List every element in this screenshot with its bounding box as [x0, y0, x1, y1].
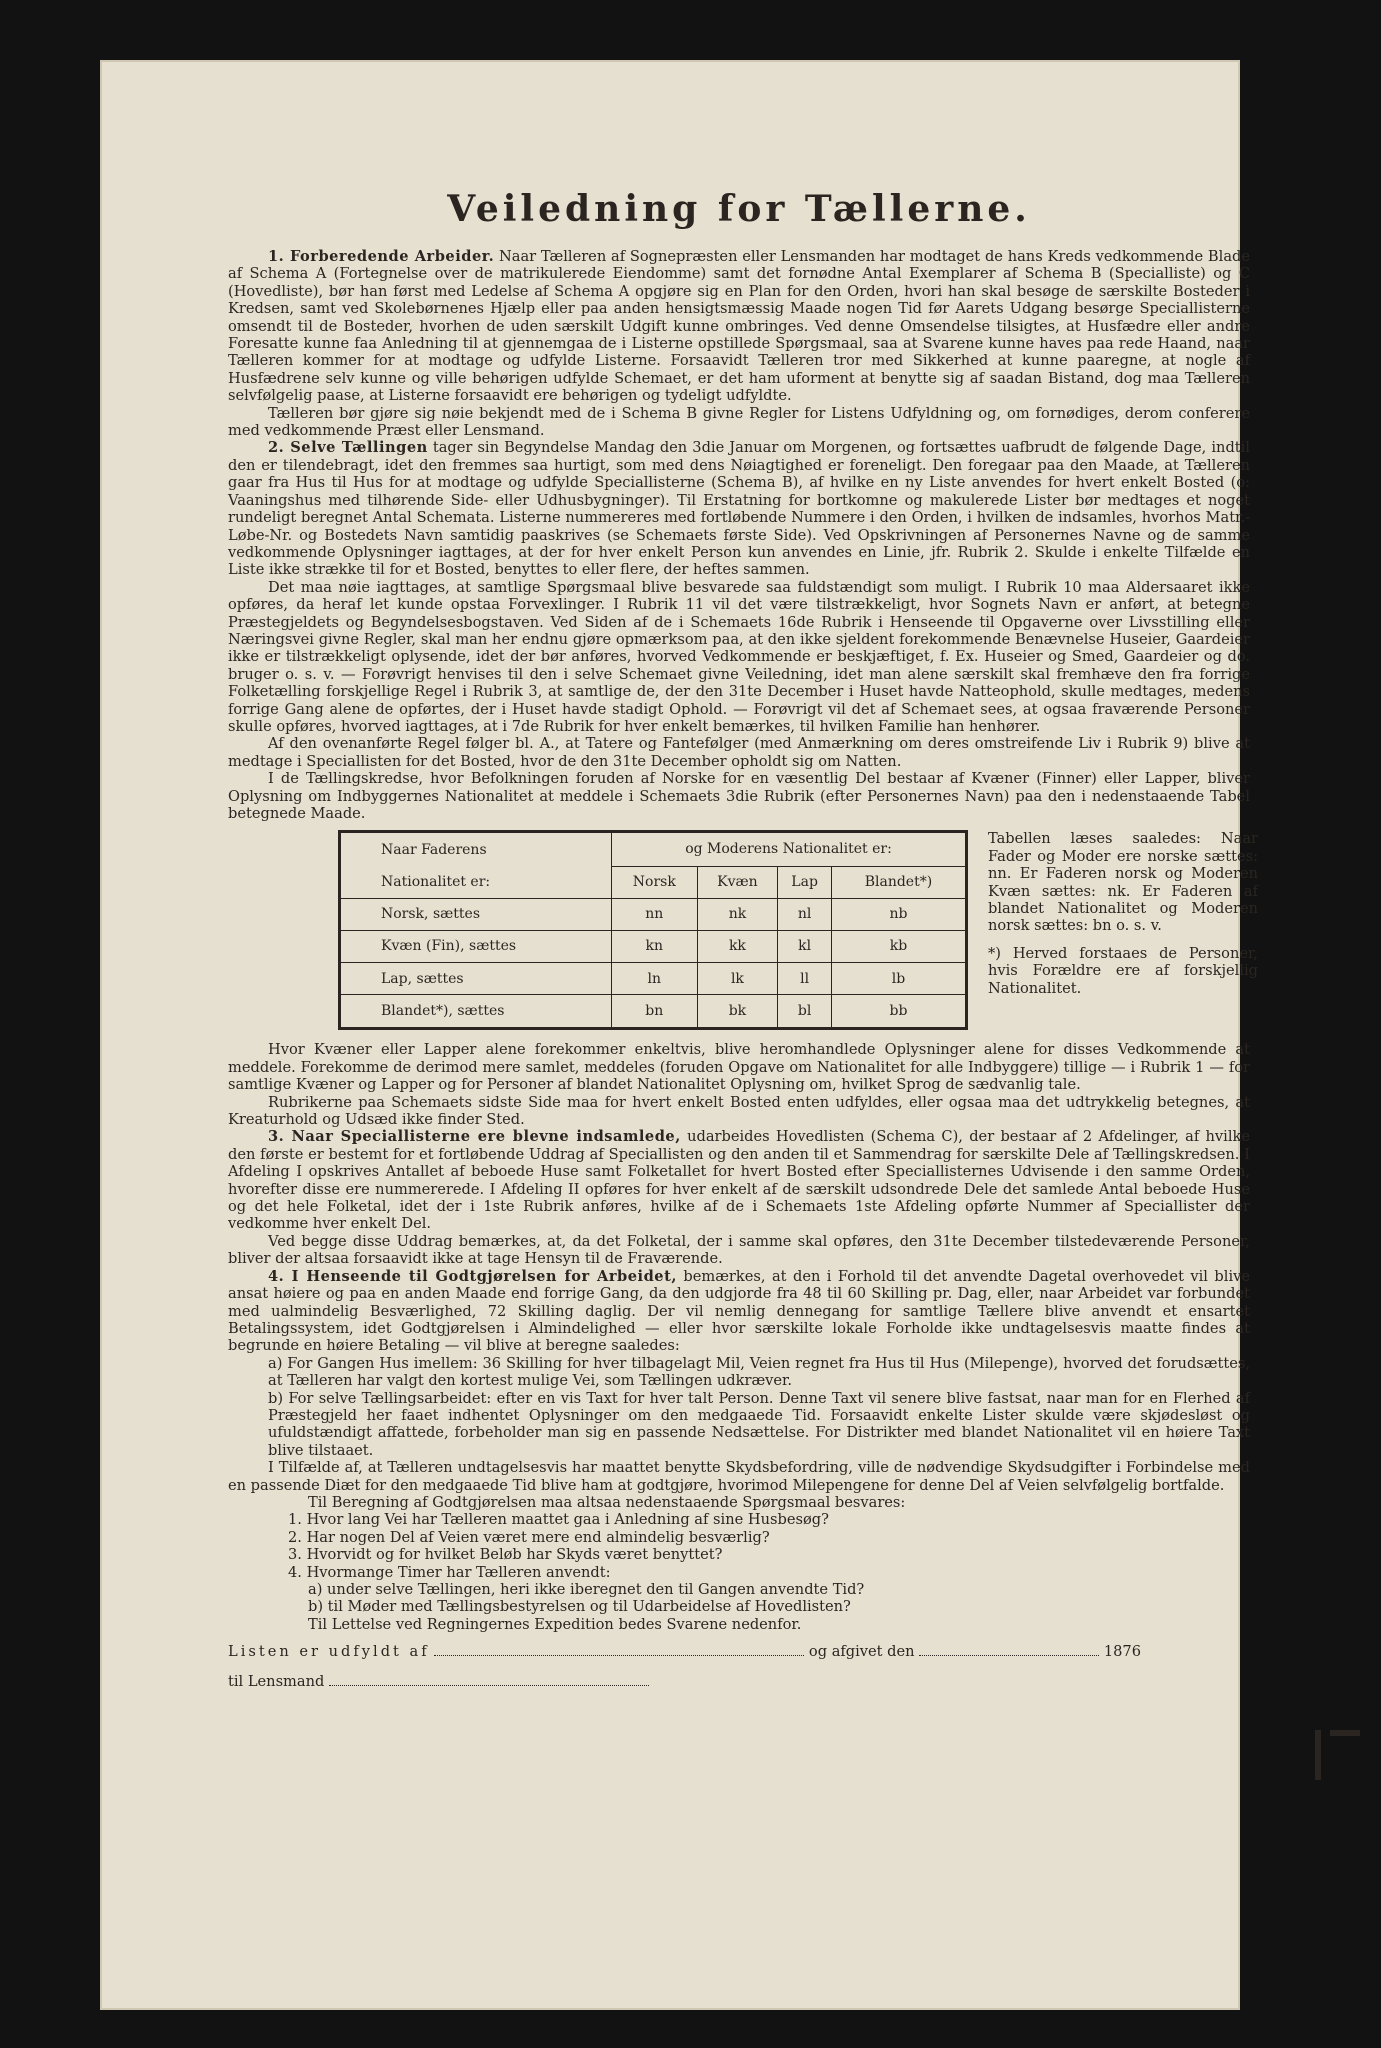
- table-note: [988, 830, 1258, 997]
- table-cell: bl: [778, 995, 832, 1029]
- signature-line-2: [228, 1667, 1250, 1697]
- section-4-paragraph: [228, 1268, 1250, 1355]
- section-4-text: bemærkes, at den i Forhold til det anvendte Dagetal overhovedet vil blive ansat høiere og paa en anden Maade end forrige Gang, da den udgjorde fra 48 til 60 Skilling pr. Dag, eller, naar Arbeidet var forbundet med ualmindelig Besværlighed, 72 Skilling daglig. Der vil nemlig dennegang for samtlige Tællere blive anvendt et ensartet Betalingssystem, idet Godtgjørelsen i Almindelighed — eller hvor særskilte lokale Forholde ikke undtagelsesvis maatte findes at begrunde en høiere Betaling — vil blive at beregne saaledes:: [228, 1267, 1250, 1355]
- section-2-text: tager sin Begyndelse Mandag den 3die Januar om Morgenen, og fortsættes uafbrudt de følgende Dage, indtil den er tilendebragt, idet den fremmes saa hurtigt, som med dens Nøiagtighed er foreneligt. Den foregaar paa den Maade, at Tælleren gaar fra Hus til Hus for at modtage og udfylde Speciallisterne (Schema B), af hvilke en ny Liste anvendes for hvert enkelt Bosted (o: Vaaningshus med tilhørende Side- eller Udhusbygninger). Til Erstatning for bortkomne og makulerede Lister bør medtages et noget rundeligt beregnet Antal Schemata. Listerne nummereres med fortløbende Nummere i den Orden, i hvilken de indsamles, hvorhos Matr.-Løbe-Nr. og Bostedets Navn samtidig paaskrives (se Schemaets første Side). Ved Opskrivningen af Personernes Navne og de samme vedkommende Oplysninger iagttages, at der for hver enkelt Person kun anvendes en Linie, jfr. Rubrik 2. Skulde i enkelte Tilfælde en Liste ikke strække til for et Bosted, benyttes to eller flere, der heftes sammen.: [228, 439, 1250, 579]
- table-row: [340, 930, 967, 962]
- question-list: [228, 1511, 1250, 1615]
- table-row: [340, 898, 967, 930]
- after-table-paragraph: Hvor Kvæner eller Lapper alene forekommer enkeltvis, blive heromhandlede Oplysninger alene for disses Vedkommende at meddele. Forekomme de derimod mere samlet, meddeles (foruden Opgave om Nationalitet for alle Indbyggere) tillige — i Rubrik 1 — for samtlige Kvæner og Lapper og for Personer af blandet Nationalitet Oplysning om, hvilket Sprog de sædvanlig tale.: [228, 1041, 1250, 1094]
- section-4-paragraph-4: Til Lettelse ved Regningernes Expedition bedes Svarene nedenfor.: [308, 1615, 802, 1633]
- bleed-mark: [1315, 1730, 1321, 1780]
- row-label: Norsk, sættes: [340, 898, 612, 930]
- table-cell: ll: [778, 963, 832, 995]
- signature-blank-name: [434, 1643, 804, 1656]
- table-cell: nb: [831, 898, 966, 930]
- table-footnote: *) Herved forstaaes de Personer, hvis Forældre ere af forskjellig Nationalitet.: [988, 944, 1258, 997]
- signature-label-filled-by: Listen er udfyldt af: [228, 1643, 430, 1661]
- section-2-paragraph: [228, 439, 1250, 578]
- table-cell: bn: [612, 995, 698, 1029]
- column-header-kvaen: Kvæn: [697, 866, 778, 898]
- column-header-blandet: Blandet*): [831, 866, 966, 898]
- table-cell: kk: [697, 930, 778, 962]
- section-4-item-b: b) For selve Tællingsarbeidet: efter en vis Taxt for hver talt Person. Denne Taxt vil senere blive fastsat, naar man for en Flerhed af Præstegjeld her faaet indhentet Oplysninger om den medgaaede Tid. Forsaavidt enkelte Lister skulde være skjødesløst og ufuldstændigt affattede, forbeholder man sig en passende Nedsættelse. For Distrikter med blandet Nationalitet vil en høiere Taxt blive tilstaaet.: [268, 1389, 1250, 1459]
- section-3-paragraph-2: Ved begge disse Uddrag bemærkes, at, da det Folketal, der i samme skal opføres, den 31te December tilstedeværende Personer, bliver der altsaa forsaavidt ikke at tage Hensyn til de Fraværende.: [228, 1232, 1250, 1268]
- nationality-table-block: [228, 830, 1258, 1035]
- table-note-text: Tabellen læses saaledes: Naar Fader og Moder ere norske sættes: nn. Er Faderen norsk og Moderen Kvæn sættes: nk. Er Faderen af blandet Nationalitet og Moderen norsk sættes: bn o. s. v.: [988, 830, 1258, 935]
- table-cell: ln: [612, 963, 698, 995]
- list-item: 3. Hvorvidt og for hvilket Beløb har Skyds været benyttet?: [288, 1546, 723, 1564]
- section-1-heading: 1. Forberedende Arbeider.: [268, 248, 495, 265]
- table-cell: bb: [831, 995, 966, 1029]
- section-1-text: Naar Tælleren af Sognepræsten eller Lensmanden har modtaget de hans Kreds vedkommende Blade af Schema A (Fortegnelse over de matrikulerede Eiendomme) samt det fornødne Antal Exemplarer af Schema B (Specialliste) og C (Hovedliste), bør han først med Ledelse af Schema A opgjøre sig en Plan for den Orden, hvori han skal besøge de særskilte Bosteder i Kredsen, samt ved Skolebørnenes Hjælp eller paa anden hensigtsmæssig Maade nogen Tid før Aarets Udgang besørge Speciallisterne omsendt til de Bosteder, hvorhen de uden særskilt Udgift kunne ombringes. Ved denne Omsendelse tilsigtes, at Husfædre eller andre Foresatte kunne faa Anledning til at gjennemgaa de i Listerne opstillede Spørgsmaal, saa at Svarene kunne haves paa rede Haand, naar Tælleren kommer for at modtage og udfylde Listerne. Forsaavidt Tælleren tror med Sikkerhed at kunne paaregne, at nogle af Husfædrene selv kunne og ville behørigen udfylde Schemaet, er det ham uforment at benytte sig af saadan Bistand, dog maa Tælleren selvfølgelig paase, at Listerne forsaavidt ere behørigen og tydeligt udfyldte.: [228, 248, 1250, 405]
- section-3-text: udarbeides Hovedlisten (Schema C), der bestaar af 2 Afdelinger, af hvilke den første er bestemt for et fortløbende Uddrag af Speciallisten og den anden til et Sammendrag for særskilte Dele af Tællingskredsen. I Afdeling I opskrives Antallet af beboede Huse samt Folketallet for hvert Bosted efter Speciallisternes Udvisende i den samme Orden, hvorefter disse ere nummererede. I Afdeling II opføres for hver enkelt af de særskilt udsondrede Dele det samlede Antal beboede Huse og det hele Folketal, idet der i 1ste Rubrik anføres, hvilke af de i Schemaets 1ste Afdeling opførte Nummer af Speciallister der vedkomme hver enkelt Del.: [228, 1128, 1250, 1233]
- row-label: Blandet*), sættes: [340, 995, 612, 1029]
- table-cell: lk: [697, 963, 778, 995]
- section-2-paragraph-3: Af den ovenanførte Regel følger bl. A., at Tatere og Fantefølger (med Anmærkning om deres omstreifende Liv i Rubrik 9) blive at medtage i Speciallisten for det Bosted, hvor de den 31te December opholdt sig om Natten.: [228, 735, 1250, 770]
- section-4-heading: 4. I Henseende til Godtgjørelsen for Arbeidet,: [268, 1267, 677, 1285]
- list-item: 2. Har nogen Del af Veien været mere end almindelig besværlig?: [288, 1528, 770, 1546]
- table-corner-top: Naar Faderens: [340, 832, 612, 866]
- table-cell: bk: [697, 995, 778, 1029]
- signature-blank-date: [919, 1643, 1099, 1656]
- section-2-heading: 2. Selve Tællingen: [268, 439, 428, 457]
- section-4-item-a: a) For Gangen Hus imellem: 36 Skilling for hver tilbagelagt Mil, Veien regnet fra Hus til Hus (Milepenge), hvorved det forudsættes, at Tælleren har valgt den kortest mulige Vei, som Tællingen udkræver.: [268, 1354, 1250, 1390]
- section-4-paragraph-3: Til Beregning af Godtgjørelsen maa altsaa nedenstaaende Spørgsmaal besvares:: [308, 1493, 906, 1511]
- list-item: 1. Hvor lang Vei har Tælleren maattet gaa i Anledning af sine Husbesøg?: [288, 1511, 829, 1529]
- table-cell: kb: [831, 930, 966, 962]
- list-item: a) under selve Tællingen, heri ikke iberegnet den til Gangen anvendte Tid?: [308, 1581, 865, 1598]
- table-cell: kl: [778, 930, 832, 962]
- signature-block: [228, 1637, 1250, 1697]
- table-cell: nk: [697, 898, 778, 930]
- list-item: b) til Møder med Tællingsbestyrelsen og til Udarbeidelse af Hovedlisten?: [308, 1598, 851, 1616]
- column-header-norsk: Norsk: [612, 866, 698, 898]
- table-group-header: og Moderens Nationalitet er:: [612, 832, 967, 866]
- nationality-table: [338, 830, 968, 1030]
- row-label: Lap, sættes: [340, 963, 612, 995]
- section-2-paragraph-4: I de Tællingskredse, hvor Befolkningen foruden af Norske for en væsentlig Del bestaar af Kvæner (Finner) eller Lapper, bliver Oplysning om Indbyggernes Nationalitet at meddele i Schemaets 3die Rubrik (efter Personernes Navn) paa den i nedenstaaende Tabel betegnede Maade.: [228, 770, 1250, 822]
- section-3-heading: 3. Naar Speciallisterne ere blevne indsamlede,: [268, 1128, 681, 1146]
- section-3-paragraph: [228, 1128, 1250, 1232]
- section-4-paragraph-2: I Tilfælde af, at Tælleren undtagelsesvis har maattet benytte Skydsbefordring, ville de nødvendige Skydsudgifter i Forbindelse med en passende Diæt for den medgaaede Tid blive ham at godtgjøre, hvorimod Milepengene for denne Del af Veien selvfølgelig bortfalde.: [228, 1459, 1250, 1494]
- signature-label-delivered: og afgivet den: [808, 1643, 915, 1661]
- signature-line-1: [228, 1637, 1250, 1667]
- after-table-paragraph-2: Rubrikerne paa Schemaets sidste Side maa for hvert enkelt Bosted enten udfyldes, eller ogsaa maa det udtrykkelig betegnes, at Kreaturhold og Udsæd ikke finder Sted.: [228, 1093, 1250, 1129]
- bleed-mark: [1330, 1730, 1360, 1736]
- section-1-paragraph-2: Tælleren bør gjøre sig nøie bekjendt med de i Schema B givne Regler for Listens Udfyldning og, om fornødiges, derom conferere med vedkommende Præst eller Lensmand.: [228, 404, 1250, 440]
- signature-blank-lensmand: [329, 1673, 649, 1686]
- table-corner-bottom: Nationalitet er:: [340, 866, 612, 898]
- column-header-lap: Lap: [778, 866, 832, 898]
- signature-year: 1876: [1103, 1643, 1141, 1661]
- table-cell: nn: [612, 898, 698, 930]
- table-cell: lb: [831, 963, 966, 995]
- signature-label-lensmand: til Lensmand: [228, 1673, 325, 1691]
- document-page: [100, 60, 1258, 2010]
- table-cell: nl: [778, 898, 832, 930]
- table-row: [340, 995, 967, 1029]
- section-2-paragraph-2: Det maa nøie iagttages, at samtlige Spørgsmaal blive besvarede saa fuldstændigt som muligt. I Rubrik 10 maa Aldersaaret ikke opføres, da heraf let kunde opstaa Forvexlinger. I Rubrik 11 vil det være tilstrækkeligt, hvor Sognets Navn er anført, at betegne Præstegjeldets og Begyndelsesbogstaven. Ved Siden af de i Schemaets 16de Rubrik i Henseende til Opgaverne over Livsstilling eller Næringsvei givne Regler, skal man her endnu gjøre opmærksom paa, at den ikke sjeldent forekommende Benævnelse Huseier, Gaardeier ikke er tilstrækkeligt oplysende, idet der bør anføres, hvorved Vedkommende er beskjæftiget, f. Ex. Huseier og Smed, Gaardeier og do. bruger o. s. v. — Forøvrigt henvises til den i selve Schemaet givne Veiledning, idet man alene særskilt skal fremhæve den fra forrige Folketælling forskjellige Regel i Rubrik 3, at samtlige de, der den 31te December i Huset havde Natteophold, skulle medtages, medens forrige Gang alene de opførtes, der i Huset havde stadigt Ophold. — Forøvrigt vil det af Schemaet sees, at ogsaa fraværende Personer skulle opføres, hvorved iagttages, at i 7de Rubrik for hver enkelt bemærkes, til hvilken Familie han henhører.: [228, 578, 1250, 735]
- page-title: Veiledning for Tællerne.: [447, 188, 1031, 230]
- table-row: [340, 963, 967, 995]
- section-1-paragraph: [228, 248, 1250, 405]
- list-item: 4. Hvormange Timer har Tælleren anvendt:: [288, 1563, 611, 1581]
- document-content: [228, 188, 1258, 1697]
- table-cell: kn: [612, 930, 698, 962]
- row-label: Kvæn (Fin), sættes: [340, 930, 612, 962]
